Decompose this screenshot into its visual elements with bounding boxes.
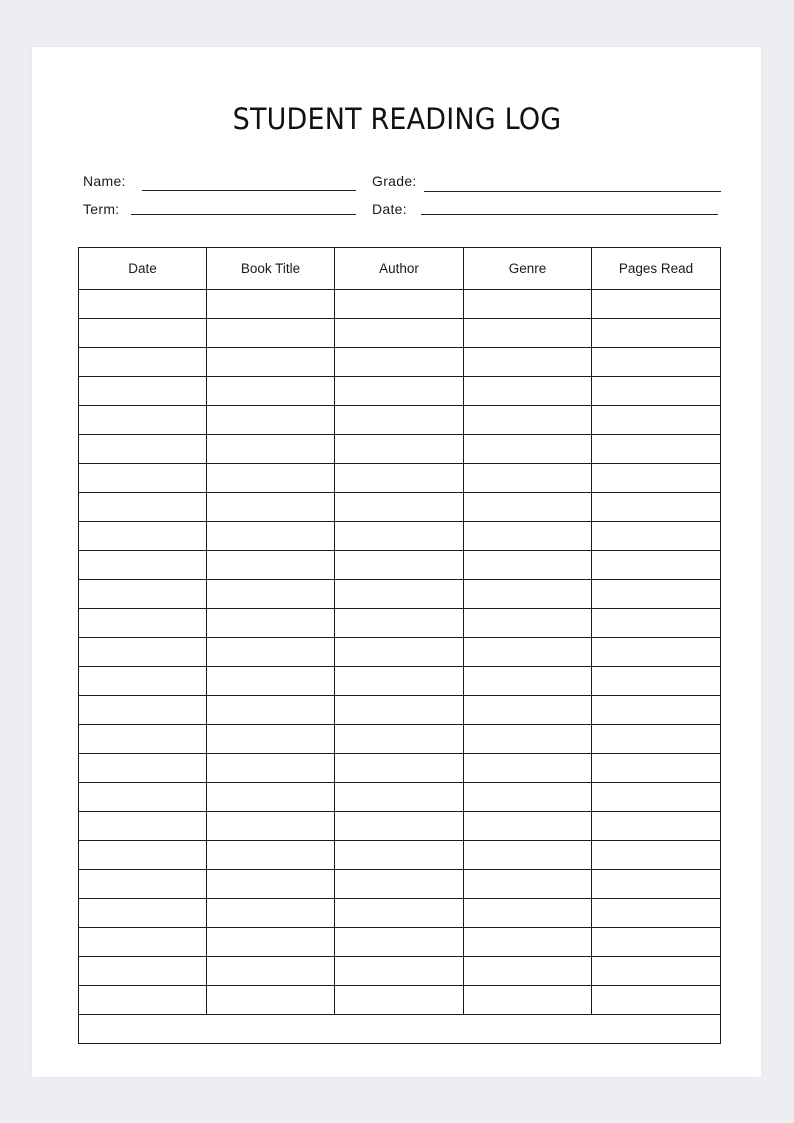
table-row [79, 696, 721, 725]
table-row [79, 899, 721, 928]
table-cell[interactable] [592, 609, 721, 638]
table-cell[interactable] [79, 638, 207, 667]
table-cell[interactable] [207, 957, 335, 986]
page-title: STUDENT READING LOG [232, 102, 562, 136]
table-row [79, 290, 721, 319]
table-row [79, 435, 721, 464]
reading-log-table [78, 247, 721, 1044]
table-cell[interactable] [79, 290, 207, 319]
table-cell[interactable] [79, 464, 207, 493]
table-row [79, 667, 721, 696]
table-cell[interactable] [592, 406, 721, 435]
table-cell[interactable] [592, 870, 721, 899]
name-label: Name: [83, 173, 126, 189]
table-cell[interactable] [79, 609, 207, 638]
date-field-line[interactable] [421, 214, 718, 215]
table-cell[interactable] [207, 696, 335, 725]
table-cell[interactable] [207, 580, 335, 609]
table-cell[interactable] [207, 551, 335, 580]
term-field-line[interactable] [131, 214, 356, 215]
table-cell[interactable] [335, 986, 464, 1015]
table-cell[interactable] [335, 928, 464, 957]
table-cell[interactable] [592, 551, 721, 580]
table-cell[interactable] [464, 812, 592, 841]
table-cell[interactable] [592, 464, 721, 493]
table-cell[interactable] [464, 319, 592, 348]
table-cell[interactable] [79, 406, 207, 435]
table-cell[interactable] [79, 783, 207, 812]
table-row [79, 406, 721, 435]
table-cell[interactable] [592, 348, 721, 377]
table-cell[interactable] [464, 406, 592, 435]
table-cell[interactable] [335, 580, 464, 609]
table-cell[interactable] [464, 899, 592, 928]
table-cell[interactable] [335, 841, 464, 870]
table-cell[interactable] [464, 696, 592, 725]
table-cell[interactable] [464, 638, 592, 667]
table-cell[interactable] [207, 319, 335, 348]
table-cell[interactable] [79, 899, 207, 928]
table-cell[interactable] [464, 551, 592, 580]
table-row [79, 812, 721, 841]
table-cell[interactable] [464, 754, 592, 783]
table-cell[interactable] [335, 435, 464, 464]
table-cell[interactable] [335, 609, 464, 638]
table-row [79, 551, 721, 580]
table-cell[interactable] [335, 493, 464, 522]
table-cell[interactable] [335, 551, 464, 580]
table-row [79, 783, 721, 812]
table-cell[interactable] [207, 841, 335, 870]
table-cell[interactable] [592, 638, 721, 667]
table-cell[interactable] [592, 928, 721, 957]
table-cell[interactable] [79, 725, 207, 754]
table-cell[interactable] [79, 696, 207, 725]
table-cell[interactable] [592, 580, 721, 609]
table-cell[interactable] [335, 522, 464, 551]
table-cell[interactable] [464, 493, 592, 522]
table-cell[interactable] [335, 696, 464, 725]
column-header-date: Date [79, 248, 207, 290]
table-row [79, 928, 721, 957]
table-row [79, 493, 721, 522]
table-cell[interactable] [207, 754, 335, 783]
table-cell[interactable] [335, 783, 464, 812]
table-cell[interactable] [335, 464, 464, 493]
table-cell[interactable] [335, 957, 464, 986]
table-row [79, 754, 721, 783]
table-cell[interactable] [592, 783, 721, 812]
table-footer-cell[interactable] [79, 1015, 721, 1044]
grade-label: Grade: [372, 173, 417, 189]
table-cell[interactable] [592, 957, 721, 986]
table-cell[interactable] [335, 406, 464, 435]
table-cell[interactable] [464, 957, 592, 986]
table-cell[interactable] [592, 841, 721, 870]
table-cell[interactable] [207, 493, 335, 522]
table-cell[interactable] [79, 580, 207, 609]
table-cell[interactable] [207, 609, 335, 638]
table-cell[interactable] [464, 725, 592, 754]
table-row [79, 522, 721, 551]
table-cell[interactable] [335, 290, 464, 319]
table-cell[interactable] [592, 899, 721, 928]
table-cell[interactable] [207, 986, 335, 1015]
table-cell[interactable] [207, 725, 335, 754]
table-row [79, 348, 721, 377]
table-cell[interactable] [207, 899, 335, 928]
table-cell[interactable] [464, 928, 592, 957]
table-row [79, 638, 721, 667]
table-cell[interactable] [79, 754, 207, 783]
table-cell[interactable] [464, 609, 592, 638]
table-cell[interactable] [207, 290, 335, 319]
date-label: Date: [372, 201, 407, 217]
table-cell[interactable] [464, 464, 592, 493]
table-cell[interactable] [592, 696, 721, 725]
grade-field-line[interactable] [424, 191, 721, 192]
table-row [79, 725, 721, 754]
table-cell[interactable] [592, 290, 721, 319]
table-cell[interactable] [207, 348, 335, 377]
table-cell[interactable] [207, 638, 335, 667]
table-row [79, 957, 721, 986]
table-row [79, 464, 721, 493]
table-row [79, 870, 721, 899]
table-header-row [79, 248, 721, 290]
table-cell[interactable] [79, 319, 207, 348]
table-row [79, 609, 721, 638]
table-cell[interactable] [79, 348, 207, 377]
column-header-pages-read: Pages Read [592, 248, 721, 290]
table-cell[interactable] [79, 957, 207, 986]
table-cell[interactable] [207, 377, 335, 406]
table-cell[interactable] [335, 348, 464, 377]
table-cell[interactable] [464, 841, 592, 870]
table-cell[interactable] [207, 406, 335, 435]
table-cell[interactable] [207, 435, 335, 464]
table-cell[interactable] [335, 377, 464, 406]
table-cell[interactable] [464, 986, 592, 1015]
table-cell[interactable] [207, 464, 335, 493]
table-cell[interactable] [207, 783, 335, 812]
table-body [79, 290, 721, 1044]
table-cell[interactable] [464, 870, 592, 899]
table-cell[interactable] [464, 290, 592, 319]
table-cell[interactable] [79, 522, 207, 551]
column-header-author: Author [335, 248, 464, 290]
table-cell[interactable] [592, 377, 721, 406]
table-cell[interactable] [335, 899, 464, 928]
table-cell[interactable] [592, 493, 721, 522]
table-cell[interactable] [79, 870, 207, 899]
table-cell[interactable] [79, 841, 207, 870]
column-header-genre: Genre [464, 248, 592, 290]
table-cell[interactable] [79, 551, 207, 580]
table-cell[interactable] [335, 667, 464, 696]
term-label: Term: [83, 201, 120, 217]
table-cell[interactable] [335, 638, 464, 667]
table-cell[interactable] [207, 870, 335, 899]
table-row [79, 986, 721, 1015]
name-field-line[interactable] [142, 190, 356, 191]
table-cell[interactable] [335, 870, 464, 899]
table-row [79, 319, 721, 348]
table-cell[interactable] [592, 725, 721, 754]
table-cell[interactable] [592, 754, 721, 783]
table-cell[interactable] [335, 319, 464, 348]
table-cell[interactable] [592, 812, 721, 841]
table-cell[interactable] [335, 812, 464, 841]
table-cell[interactable] [79, 377, 207, 406]
table-cell[interactable] [207, 667, 335, 696]
table-cell[interactable] [592, 522, 721, 551]
table-cell[interactable] [592, 319, 721, 348]
table-cell[interactable] [207, 812, 335, 841]
table-cell[interactable] [464, 377, 592, 406]
table-cell[interactable] [79, 812, 207, 841]
table-cell[interactable] [79, 928, 207, 957]
table-cell[interactable] [464, 783, 592, 812]
table-cell[interactable] [335, 754, 464, 783]
table-cell[interactable] [592, 986, 721, 1015]
table-cell[interactable] [592, 435, 721, 464]
table-row [79, 580, 721, 609]
table-footer-row [79, 1015, 721, 1044]
table-cell[interactable] [335, 725, 464, 754]
table-cell[interactable] [464, 522, 592, 551]
table-row [79, 841, 721, 870]
table-cell[interactable] [464, 667, 592, 696]
table-cell[interactable] [79, 435, 207, 464]
table-cell[interactable] [464, 580, 592, 609]
column-header-book-title: Book Title [207, 248, 335, 290]
table-cell[interactable] [207, 522, 335, 551]
table-row [79, 377, 721, 406]
table-cell[interactable] [464, 348, 592, 377]
table-cell[interactable] [207, 928, 335, 957]
table-cell[interactable] [79, 667, 207, 696]
table-cell[interactable] [79, 986, 207, 1015]
table-cell[interactable] [464, 435, 592, 464]
table-cell[interactable] [592, 667, 721, 696]
table-cell[interactable] [79, 493, 207, 522]
